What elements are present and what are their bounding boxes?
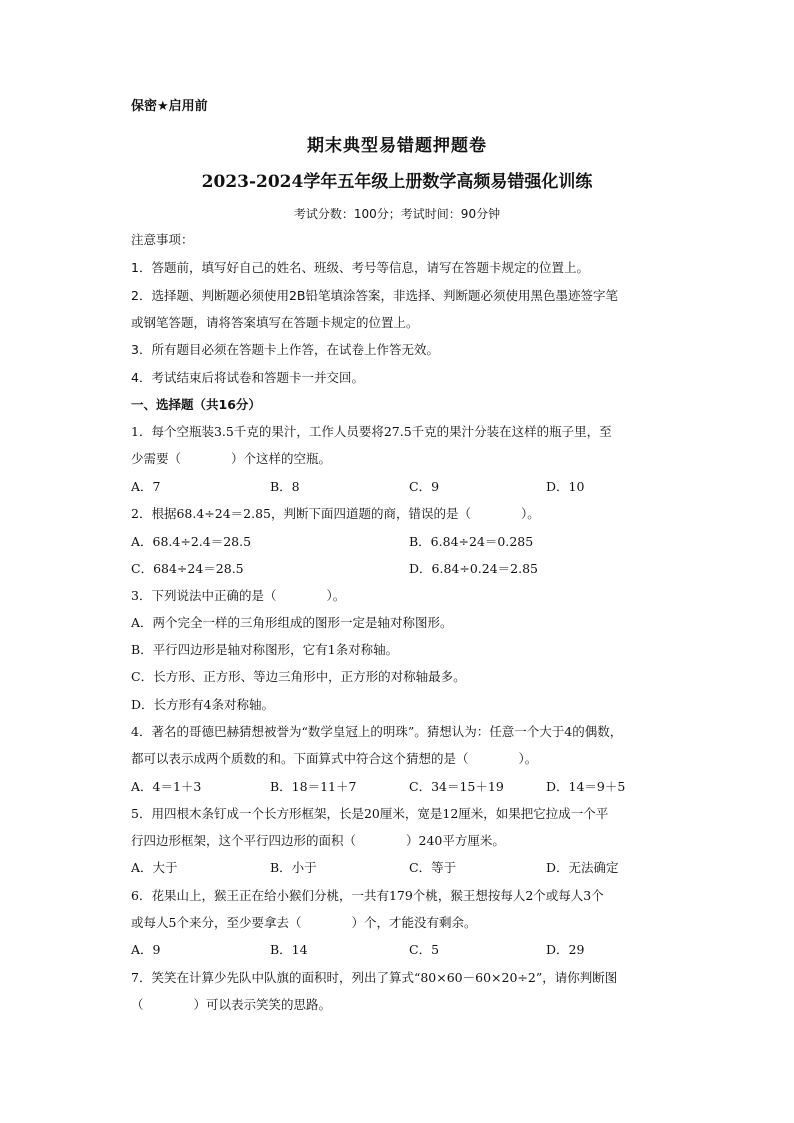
section-heading: 一、选择题（共16分）: [131, 397, 261, 412]
q3-option-d: D．长方形有4条对称轴。: [131, 697, 274, 712]
q6-option-a: A．9: [131, 942, 161, 957]
note-item-1: 1．答题前，填写好自己的姓名、班级、考号等信息，请写在答题卡规定的位置上。: [131, 260, 589, 275]
q6-option-b: B．14: [270, 942, 308, 957]
q5-option-b: B．小于: [270, 860, 317, 875]
q6-option-c: C．5: [409, 942, 440, 957]
note-item-2: 2．选择题、判断题必须使用2B铅笔填涂答案，非选择、判断题必须使用黑色墨迹签字笔: [131, 288, 618, 303]
q1-option-d: D．10: [546, 479, 585, 494]
question-1-text: 1．每个空瓶装3.5千克的果汁，工作人员要将27.5千克的果汁分装在这样的瓶子里，至: [131, 424, 612, 439]
notes-heading: 注意事项：: [131, 232, 194, 247]
q5-option-a: A．大于: [131, 860, 178, 875]
q1-option-b: B．8: [270, 479, 300, 494]
question-5-text-cont: 行四边形框架，这个平行四边形的面积（ ）240平方厘米。: [131, 833, 505, 848]
q4-option-c: C．34＝15＋19: [409, 779, 504, 794]
exam-title: 期末典型易错题押题卷: [307, 136, 487, 156]
q4-option-d: D．14＝9＋5: [546, 779, 626, 794]
q2-option-c: C．684÷24＝28.5: [131, 561, 244, 576]
q5-option-d: D．无法确定: [546, 860, 619, 875]
q1-option-a: A．7: [131, 479, 161, 494]
question-7-text: 7．笑笑在计算少先队中队旗的面积时，列出了算式“80×60－60×20÷2”，请你判断图: [131, 970, 618, 985]
exam-subtitle: 2023-2024学年五年级上册数学高频易错强化训练: [201, 172, 593, 192]
q5-option-c: C．等于: [409, 860, 457, 875]
q4-option-a: A．4＝1＋3: [131, 779, 202, 794]
q3-option-a: A．两个完全一样的三角形组成的图形一定是轴对称图形。: [131, 615, 453, 630]
question-3-text: 3．下列说法中正确的是（ ）。: [131, 588, 346, 603]
note-item-4: 4．考试结束后将试卷和答题卡一并交回。: [131, 370, 364, 385]
exam-info: 考试分数：100分；考试时间：90分钟: [293, 207, 501, 221]
q3-option-c: C．长方形、正方形、等边三角形中，正方形的对称轴最多。: [131, 669, 466, 684]
question-2-text: 2．根据68.4÷24＝2.85，判断下面四道题的商，错误的是（ ）。: [131, 506, 540, 521]
q2-option-b: B．6.84÷24＝0.285: [409, 534, 534, 549]
question-5-text: 5．用四根木条钉成一个长方形框架，长是20厘米，宽是12厘米，如果把它拉成一个平: [131, 806, 609, 821]
question-6-text: 6．花果山上，猴王正在给小猴们分桃，一共有179个桃，猴王想按每人2个或每人3个: [131, 888, 604, 903]
question-4-text: 4．著名的哥德巴赫猜想被誉为“数学皇冠上的明珠”。猜想认为：任意一个大于4的偶数，: [131, 724, 623, 739]
note-item-2-cont: 或钢笔答题，请将答案填写在答题卡规定的位置上。: [131, 315, 419, 330]
question-1-text-cont: 少需要（ ）个这样的空瓶。: [131, 451, 332, 466]
q6-option-d: D．29: [546, 942, 585, 957]
question-4-text-cont: 都可以表示成两个质数的和。下面算式中符合这个猜想的是（ ）。: [131, 751, 538, 766]
q1-option-c: C．9: [409, 479, 440, 494]
q2-option-a: A．68.4÷2.4＝28.5: [131, 534, 252, 549]
question-7-text-cont: （ ）可以表示笑笑的思路。: [131, 997, 332, 1012]
q4-option-b: B．18＝11＋7: [270, 779, 357, 794]
question-6-text-cont: 或每人5个来分，至少要拿去（ ）个，才能没有剩余。: [131, 915, 477, 930]
note-item-3: 3．所有题目必须在答题卡上作答，在试卷上作答无效。: [131, 342, 439, 357]
q3-option-b: B．平行四边形是轴对称图形，它有1条对称轴。: [131, 642, 399, 657]
q2-option-d: D．6.84÷0.24＝2.85: [409, 561, 538, 576]
confidential-label: 保密★启用前: [131, 99, 208, 114]
